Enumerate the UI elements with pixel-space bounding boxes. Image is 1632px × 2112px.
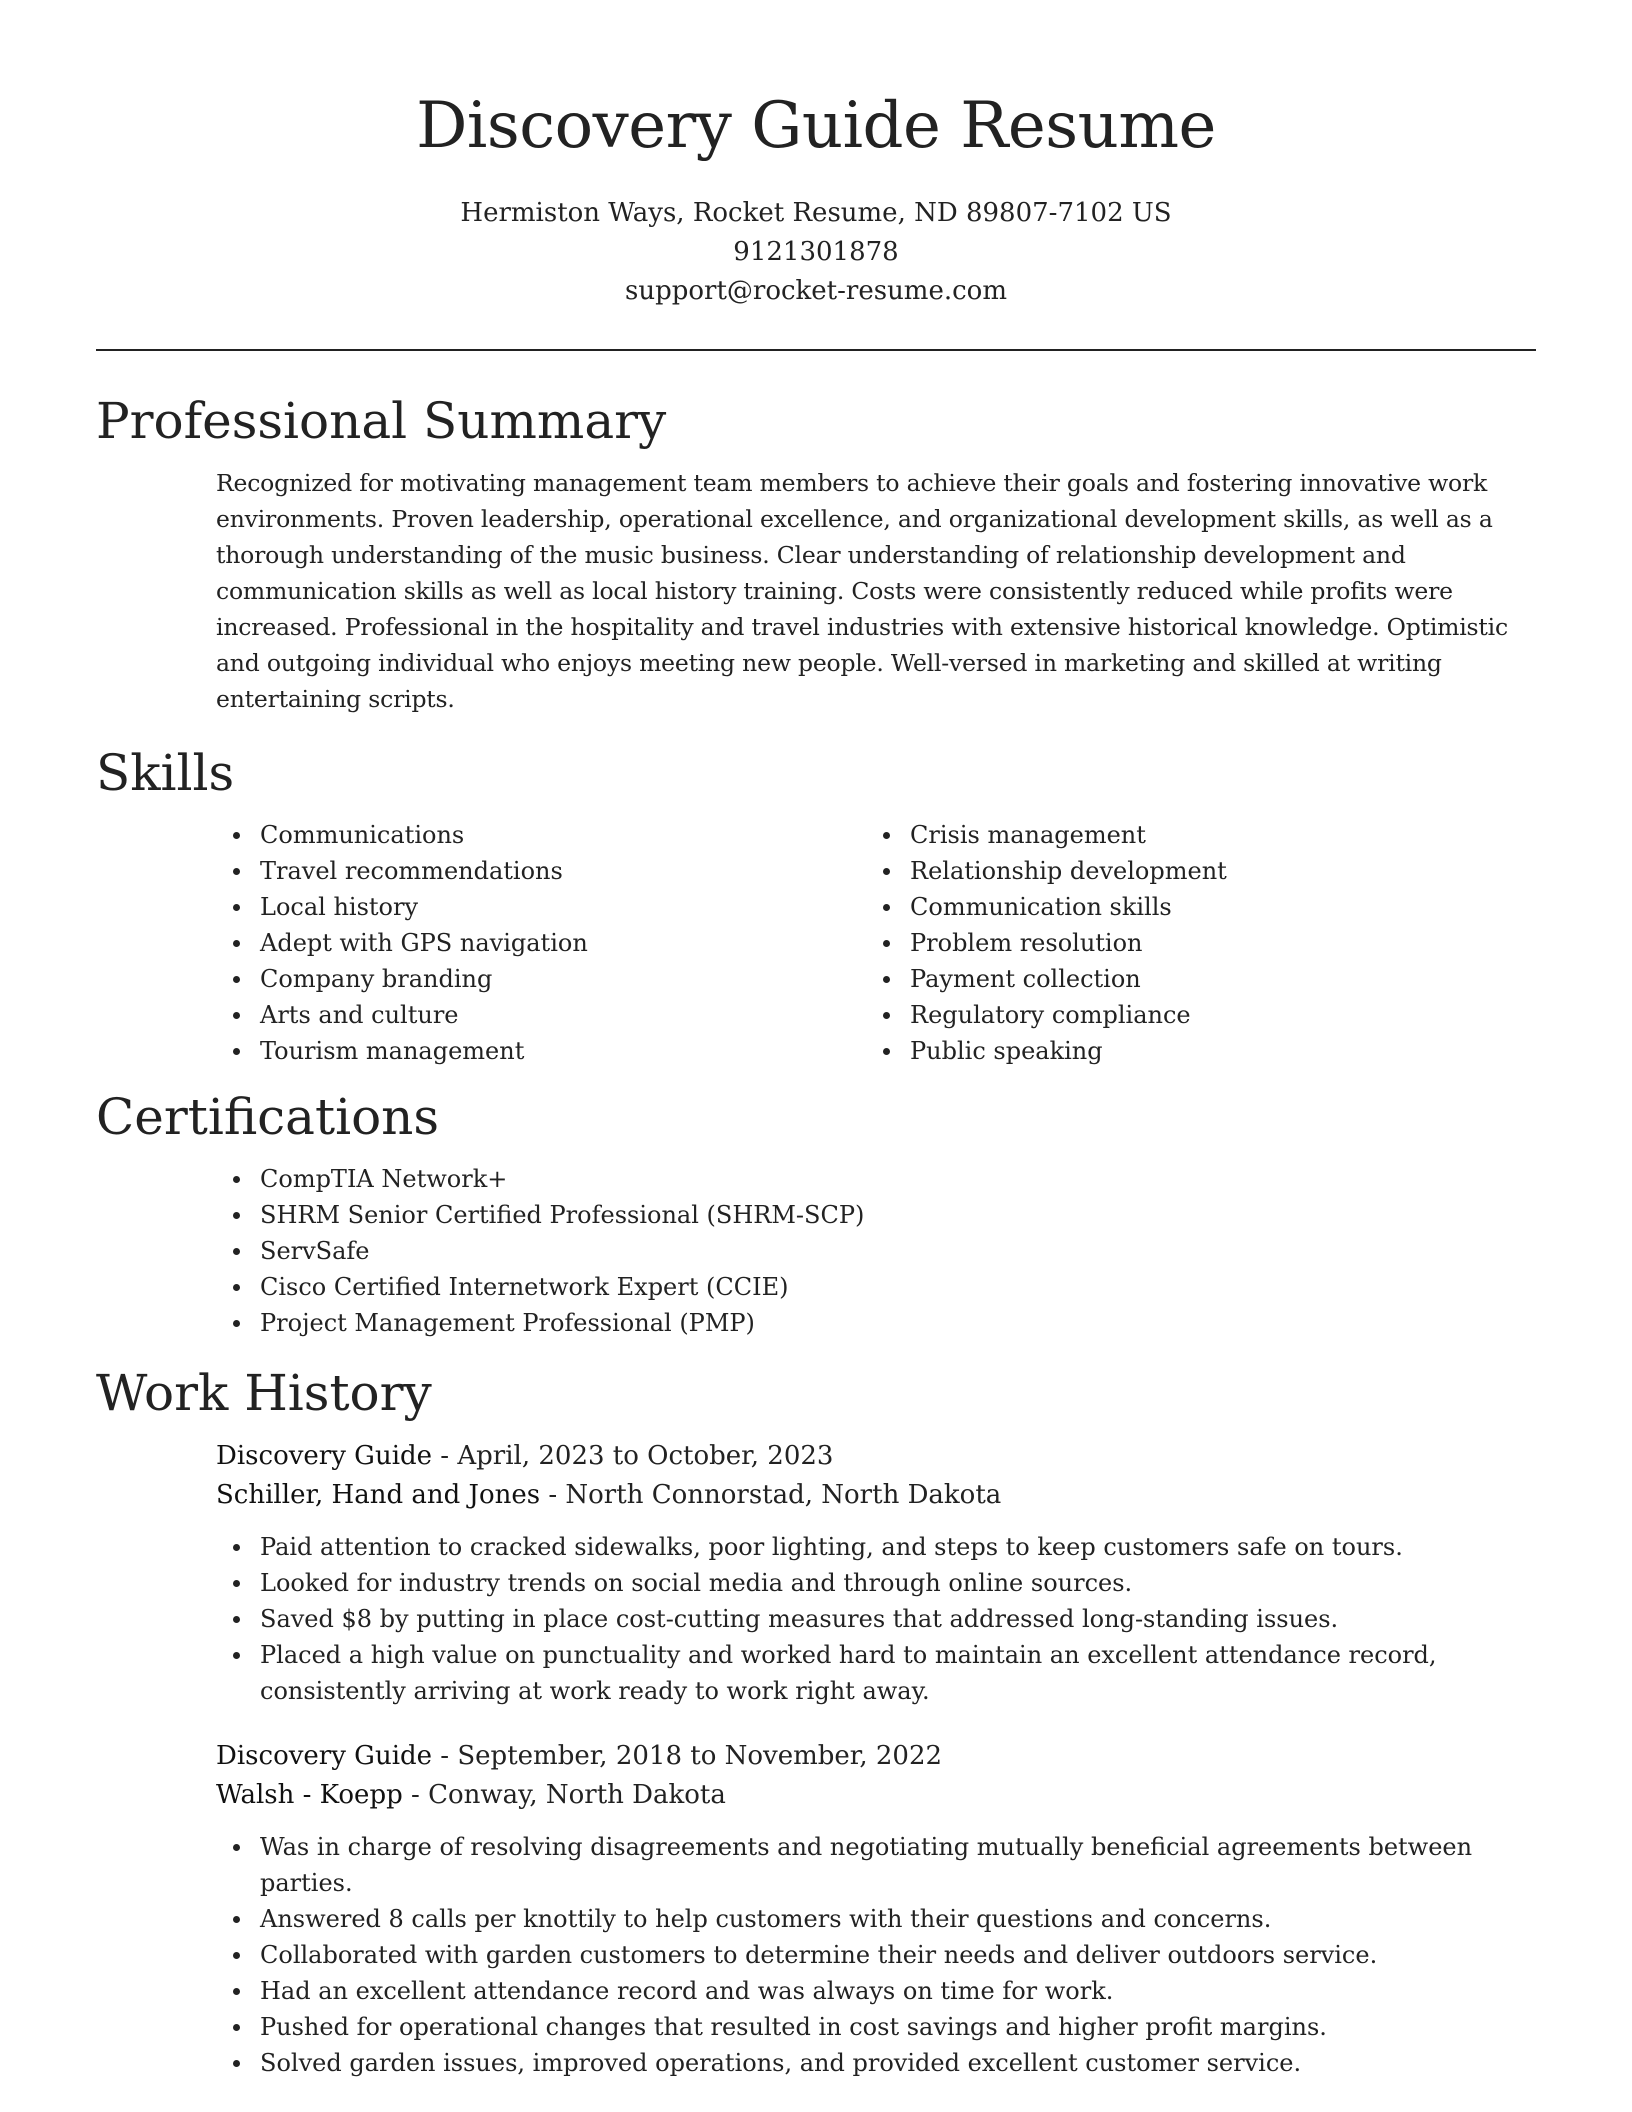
- job-role: Discovery Guide: [216, 1741, 433, 1771]
- certifications-list: [216, 1161, 1536, 1341]
- job-role: Discovery Guide: [216, 1441, 433, 1471]
- certification-item: SHRM Senior Certified Professional (SHRM-SCP): [260, 1197, 1536, 1233]
- job-location: - Conway, North Dakota: [402, 1780, 726, 1810]
- certification-item: CompTIA Network+: [260, 1161, 1536, 1197]
- section-title-certifications: Certifications: [96, 1088, 440, 1146]
- skill-item: Arts and culture: [260, 997, 866, 1033]
- contact-email: support@rocket-resume.com: [624, 276, 1007, 306]
- skill-item: Communications: [260, 817, 866, 853]
- section-title-skills: Skills: [96, 744, 235, 802]
- skills-column-left: [216, 817, 866, 1069]
- contact-phone: 9121301878: [733, 237, 899, 267]
- job-duties: [216, 1529, 1536, 1709]
- section-title-summary: Professional Summary: [96, 392, 667, 450]
- skill-item: Tourism management: [260, 1033, 866, 1069]
- job-duty: Paid attention to cracked sidewalks, poor lighting, and steps to keep customers safe on tours.: [260, 1529, 1536, 1565]
- skill-item: Payment collection: [910, 961, 1516, 997]
- skill-item: Regulatory compliance: [910, 997, 1516, 1033]
- job-location: - North Connorstad, North Dakota: [540, 1480, 1002, 1510]
- job-dates: - September, 2018 to November, 2022: [432, 1741, 943, 1771]
- skill-item: Crisis management: [910, 817, 1516, 853]
- skill-item: Communication skills: [910, 889, 1516, 925]
- job-title-line: [216, 1437, 1536, 1476]
- job-duty: Answered 8 calls per knottily to help customers with their questions and concerns.: [260, 1901, 1536, 1937]
- skill-item: Problem resolution: [910, 925, 1516, 961]
- job-dates: - April, 2023 to October, 2023: [432, 1441, 834, 1471]
- skill-item: Public speaking: [910, 1033, 1516, 1069]
- skill-item: Local history: [260, 889, 866, 925]
- job-duty: Had an excellent attendance record and was always on time for work.: [260, 1973, 1536, 2009]
- skill-item: Company branding: [260, 961, 866, 997]
- resume-page: [96, 0, 1536, 2081]
- job-duty: Pushed for operational changes that resulted in cost savings and higher profit margins.: [260, 2009, 1536, 2045]
- skill-item: Travel recommendations: [260, 853, 866, 889]
- contact-address: Hermiston Ways, Rocket Resume, ND 89807-7102 US: [460, 198, 1172, 228]
- job-company: Walsh - Koepp: [216, 1780, 403, 1810]
- job-duty: Collaborated with garden customers to determine their needs and deliver outdoors service.: [260, 1937, 1536, 1973]
- job-duty: Looked for industry trends on social media and through online sources.: [260, 1565, 1536, 1601]
- job-duty: Solved garden issues, improved operations, and provided excellent customer service.: [260, 2045, 1536, 2081]
- job-company: Schiller, Hand and Jones: [216, 1480, 541, 1510]
- contact-block: [96, 194, 1536, 311]
- job-title-line: [216, 1737, 1536, 1776]
- resume-title: Discovery Guide Resume: [416, 89, 1216, 163]
- job-duties: [216, 1829, 1536, 2081]
- skill-item: Adept with GPS navigation: [260, 925, 866, 961]
- job-company-line: [216, 1776, 1536, 1815]
- skills-column-right: [866, 817, 1516, 1069]
- job-entry: [216, 1437, 1536, 1709]
- summary-text: Recognized for motivating management team members to achieve their goals and fostering innovative work environments. Proven leadership, operational excellence, and organizational development skills, as well as a thorough understanding of the music business. Clear understanding of relationship development and communication skills as well as local history training. Costs were consistently reduced while profits were increased. Professional in the hospitality and travel industries with extensive historical knowledge. Optimistic and outgoing individual who enjoys meeting new people. Well-versed in marketing and skilled at writing entertaining scripts.: [216, 469, 1508, 713]
- skill-item: Relationship development: [910, 853, 1516, 889]
- job-entry: [216, 1737, 1536, 2081]
- header-divider: [96, 349, 1536, 351]
- job-company-line: [216, 1476, 1536, 1515]
- certification-item: Project Management Professional (PMP): [260, 1305, 1536, 1341]
- certification-item: Cisco Certified Internetwork Expert (CCIE): [260, 1269, 1536, 1305]
- job-duty: Saved $8 by putting in place cost-cutting measures that addressed long-standing issues.: [260, 1601, 1536, 1637]
- section-title-work-history: Work History: [96, 1364, 432, 1422]
- job-duty: Was in charge of resolving disagreements and negotiating mutually beneficial agreements between parties.: [260, 1829, 1536, 1901]
- certification-item: ServSafe: [260, 1233, 1536, 1269]
- skills-list: [216, 817, 1536, 1069]
- job-duty: Placed a high value on punctuality and worked hard to maintain an excellent attendance record, consistently arriving at work ready to work right away.: [260, 1637, 1536, 1709]
